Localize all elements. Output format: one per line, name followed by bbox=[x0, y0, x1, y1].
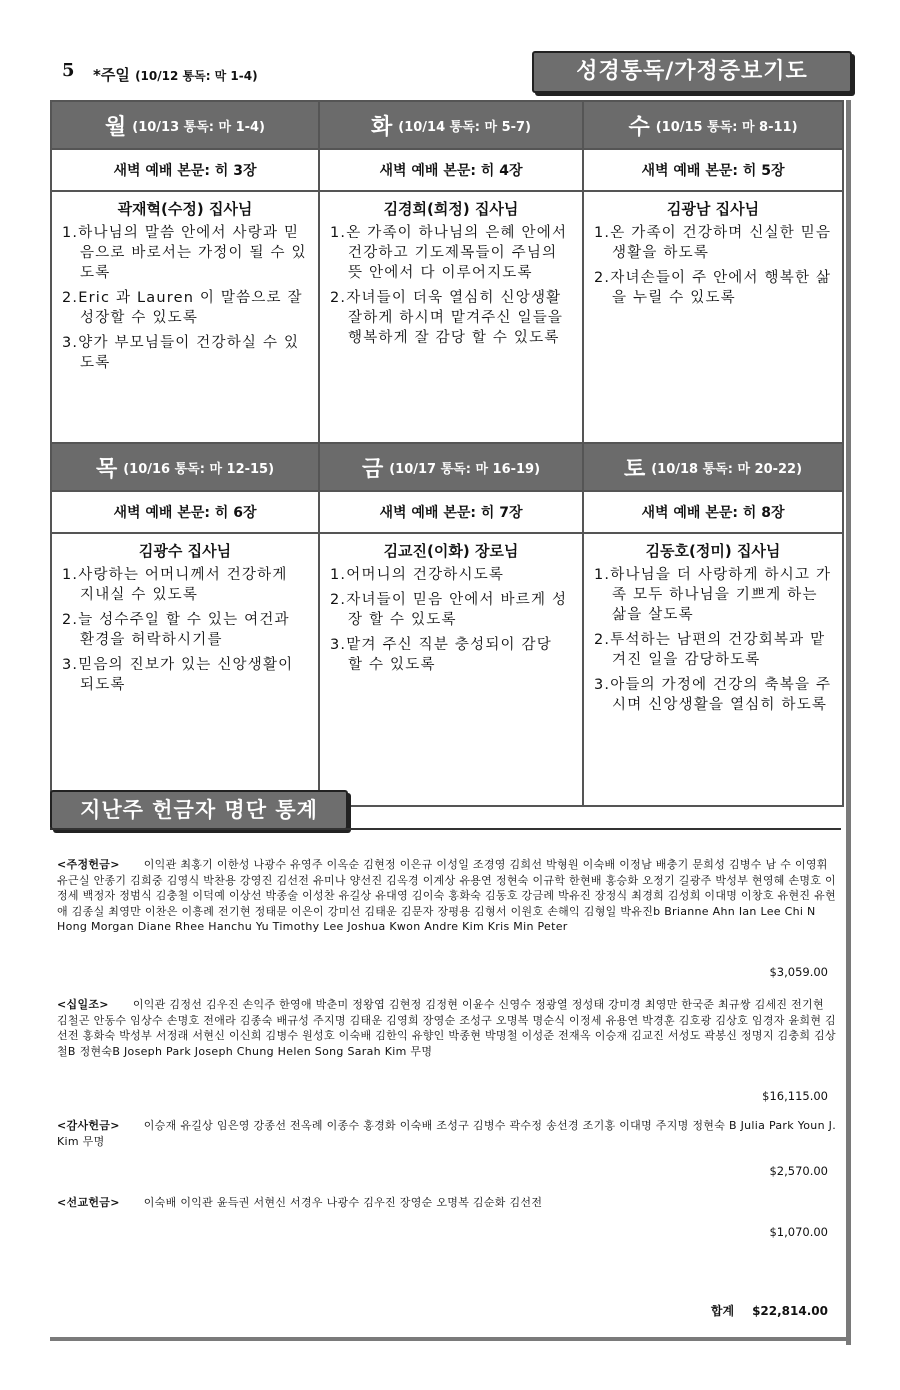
dawn-verse: 새벽 예배 본문: 히 7장 bbox=[320, 492, 582, 534]
offering-label: <선교헌금> bbox=[57, 1196, 120, 1209]
prayer-list bbox=[62, 223, 308, 373]
dawn-verse: 새벽 예배 본문: 히 3장 bbox=[52, 150, 318, 192]
offering-label: <십일조> bbox=[57, 998, 109, 1011]
prayer-row-2 bbox=[52, 442, 842, 805]
day-label: 목 bbox=[95, 456, 118, 482]
offering-group bbox=[57, 997, 837, 1059]
day-label: 토 bbox=[623, 456, 646, 482]
day-column bbox=[320, 444, 584, 805]
prayer-item: 2.늘 성수주일 할 수 있는 여건과 환경을 허락하시기를 bbox=[62, 612, 290, 648]
day-label: 수 bbox=[628, 114, 650, 140]
frame-border-right bbox=[846, 100, 851, 1345]
day-header bbox=[52, 444, 318, 492]
day-column bbox=[584, 102, 842, 442]
day-header bbox=[320, 102, 582, 150]
sunday-reading-range: (10/12 통독: 막 1-4) bbox=[135, 69, 258, 83]
prayer-list bbox=[330, 223, 572, 348]
offering-amount: $1,070.00 bbox=[769, 1225, 828, 1239]
dawn-verse: 새벽 예배 본문: 히 4장 bbox=[320, 150, 582, 192]
offering-label: <주정헌금> bbox=[57, 858, 120, 871]
prayer-body bbox=[584, 534, 842, 805]
offering-amount: $2,570.00 bbox=[769, 1164, 828, 1178]
day-header bbox=[320, 444, 582, 492]
offering-group bbox=[57, 1195, 837, 1211]
day-label: 금 bbox=[361, 456, 384, 482]
day-reading: (10/14 통독: 마 5-7) bbox=[398, 119, 531, 135]
prayer-list bbox=[594, 565, 832, 715]
offering-names: 이승재 유길상 임은영 강종선 전옥례 이종수 홍경화 이숙배 조성구 김병수 곽수정 송선경 조기홍 이대명 주지명 정현숙 B Julia Park Youn J. Kim 무명 bbox=[57, 1119, 836, 1148]
prayer-item: 1.온 가족이 건강하며 신실한 믿음생활을 하도록 bbox=[594, 225, 832, 261]
day-label: 화 bbox=[370, 114, 393, 140]
family-name: 곽재혁(수정) 집사님 bbox=[117, 200, 253, 218]
sunday-reading bbox=[93, 64, 258, 85]
day-reading: (10/18 통독: 마 20-22) bbox=[651, 461, 803, 477]
day-reading: (10/15 통독: 마 8-11) bbox=[655, 119, 798, 135]
prayer-item: 2.자녀들이 더욱 열심히 신앙생활 잘하게 하시며 맡겨주신 일들을 행복하게 잘 감당 할 수 있도록 bbox=[330, 290, 564, 346]
prayer-item: 3.양가 부모님들이 건강하실 수 있도록 bbox=[62, 335, 300, 371]
prayer-body bbox=[584, 192, 842, 442]
prayer-body bbox=[320, 192, 582, 442]
prayer-item: 3.맡겨 주신 직분 충성되이 감당 할 수 있도록 bbox=[330, 637, 552, 673]
day-header bbox=[584, 102, 842, 150]
day-column bbox=[52, 444, 320, 805]
family-name: 김경희(희정) 집사님 bbox=[383, 200, 519, 218]
divider bbox=[50, 828, 841, 830]
offering-names: 이익관 최홍기 이한성 나광수 유영주 이옥순 김현정 이은규 이성일 조경영 김희선 박형원 이숙배 이정남 배충기 문희성 김병수 남 수 이영휘 유근실 안종기 김희중 김영식 박찬용 강영진 김선전 유미나 양선진 김옥경 이계상 유용연 정현숙 이규학 한현배 홍승화 오정기 길광주 박성부 현영혜 손명호 이정세 백정자 정범식 김충철 이덕예 이상선 박종술 이성찬 유길상 유대영 김이숙 홍화숙 김동호 강금례 박유진 장정식 최경희 김성희 이대명 이창호 유현진 유현애 김종실 최영만 이찬은 이흥례 전기현 정태문 이은이 강미선 김태운 김문자 장평용 김형서 이원호 손해익 김형일 박유진b Brianne Ahn Ian Lee Chi N Hong Morgan Diane Rhee Hanchu Yu Timothy Lee Joshua Kwon Andre Kim Kris Min Peter bbox=[57, 858, 836, 933]
day-reading: (10/16 통독: 마 12-15) bbox=[123, 461, 275, 477]
total-label: 합계 bbox=[710, 1304, 735, 1318]
total-amount: $22,814.00 bbox=[752, 1304, 828, 1318]
day-label: 월 bbox=[104, 114, 127, 140]
offering-label: <감사헌금> bbox=[57, 1119, 120, 1132]
offering-total bbox=[693, 1302, 828, 1319]
family-name: 김교진(이화) 장로님 bbox=[383, 542, 519, 560]
offering-amount: $16,115.00 bbox=[762, 1089, 828, 1103]
prayer-item: 1.하나님을 더 사랑하게 하시고 가족 모두 하나님을 기쁘게 하는 삶을 살도록 bbox=[594, 567, 832, 623]
day-header bbox=[52, 102, 318, 150]
offering-names: 이숙배 이익관 윤득권 서현신 서경우 나광수 김우진 장영순 오명복 김순화 김선전 bbox=[143, 1196, 543, 1209]
day-column bbox=[320, 102, 584, 442]
family-name: 김광남 집사님 bbox=[666, 200, 760, 218]
day-header bbox=[584, 444, 842, 492]
prayer-item: 1.온 가족이 하나님의 은혜 안에서 건강하고 기도제목들이 주님의 뜻 안에서 다 이루어지도록 bbox=[330, 225, 568, 281]
dawn-verse: 새벽 예배 본문: 히 8장 bbox=[584, 492, 842, 534]
day-reading: (10/17 통독: 마 16-19) bbox=[389, 461, 541, 477]
offering-amount: $3,059.00 bbox=[769, 965, 828, 979]
day-column bbox=[52, 102, 320, 442]
prayer-item: 1.어머니의 건강하시도록 bbox=[330, 567, 505, 583]
prayer-item: 3.아들의 가정에 건강의 축복을 주시며 신앙생활을 열심히 하도록 bbox=[594, 677, 832, 713]
prayer-item: 2.Eric 과 Lauren 이 말씀으로 잘 성장할 수 있도록 bbox=[62, 290, 303, 326]
prayer-grid bbox=[50, 100, 844, 807]
prayer-body bbox=[320, 534, 582, 805]
dawn-verse: 새벽 예배 본문: 히 6장 bbox=[52, 492, 318, 534]
family-name: 김광수 집사님 bbox=[138, 542, 232, 560]
prayer-item: 2.자녀들이 믿음 안에서 바르게 성장 할 수 있도록 bbox=[330, 592, 568, 628]
day-column bbox=[584, 444, 842, 805]
prayer-body bbox=[52, 192, 318, 442]
prayer-item: 2.자녀손들이 주 안에서 행복한 삶을 누릴 수 있도록 bbox=[594, 270, 832, 306]
page-number: 5 bbox=[62, 60, 75, 81]
day-reading: (10/13 통독: 마 1-4) bbox=[132, 119, 265, 135]
section-title: 성경통독/가정중보기도 bbox=[532, 51, 852, 93]
prayer-row-1 bbox=[52, 102, 842, 442]
dawn-verse: 새벽 예배 본문: 히 5장 bbox=[584, 150, 842, 192]
prayer-list bbox=[62, 565, 308, 695]
prayer-item: 2.투석하는 남편의 건강회복과 맡겨진 일을 감당하도록 bbox=[594, 632, 826, 668]
offering-stats-title: 지난주 헌금자 명단 통계 bbox=[50, 790, 348, 830]
prayer-item: 1.사랑하는 어머니께서 건강하게 지내실 수 있도록 bbox=[62, 567, 288, 603]
frame-border-bottom bbox=[50, 1337, 851, 1341]
prayer-item: 3.믿음의 진보가 있는 신앙생활이 되도록 bbox=[62, 657, 294, 693]
offering-names: 이익관 김정선 김우진 손익주 한영애 박춘미 정왕엽 김현정 김정현 이윤수 신영수 정광열 정성태 강미경 최영만 한국준 최규쌍 김세진 전기현 김철곤 안동수 임상수 손명호 전애라 김종숙 배규성 주지명 김태운 김영희 장영순 조성구 오명복 명순식 이정세 유용연 박경훈 김호광 김상호 임경자 윤희현 김선전 홍화숙 박성부 서정래 서현신 이신희 김병수 원성호 이숙배 김한익 유향인 박종현 박명철 이성준 전재옥 이승재 김교진 서성도 곽봉신 정명지 김충희 김상철B 정현숙B Joseph Park Joseph Chung Helen Song Sarah Kim 무명 bbox=[57, 998, 836, 1058]
offering-group bbox=[57, 1118, 837, 1149]
prayer-body bbox=[52, 534, 318, 805]
family-name: 김동호(정미) 집사님 bbox=[645, 542, 781, 560]
prayer-list bbox=[330, 565, 572, 675]
offering-group bbox=[57, 857, 837, 935]
prayer-list bbox=[594, 223, 832, 308]
sunday-label: *주일 bbox=[93, 66, 130, 84]
prayer-item: 1.하나님의 말씀 안에서 사랑과 믿음으로 바로서는 가정이 될 수 있도록 bbox=[62, 225, 307, 281]
